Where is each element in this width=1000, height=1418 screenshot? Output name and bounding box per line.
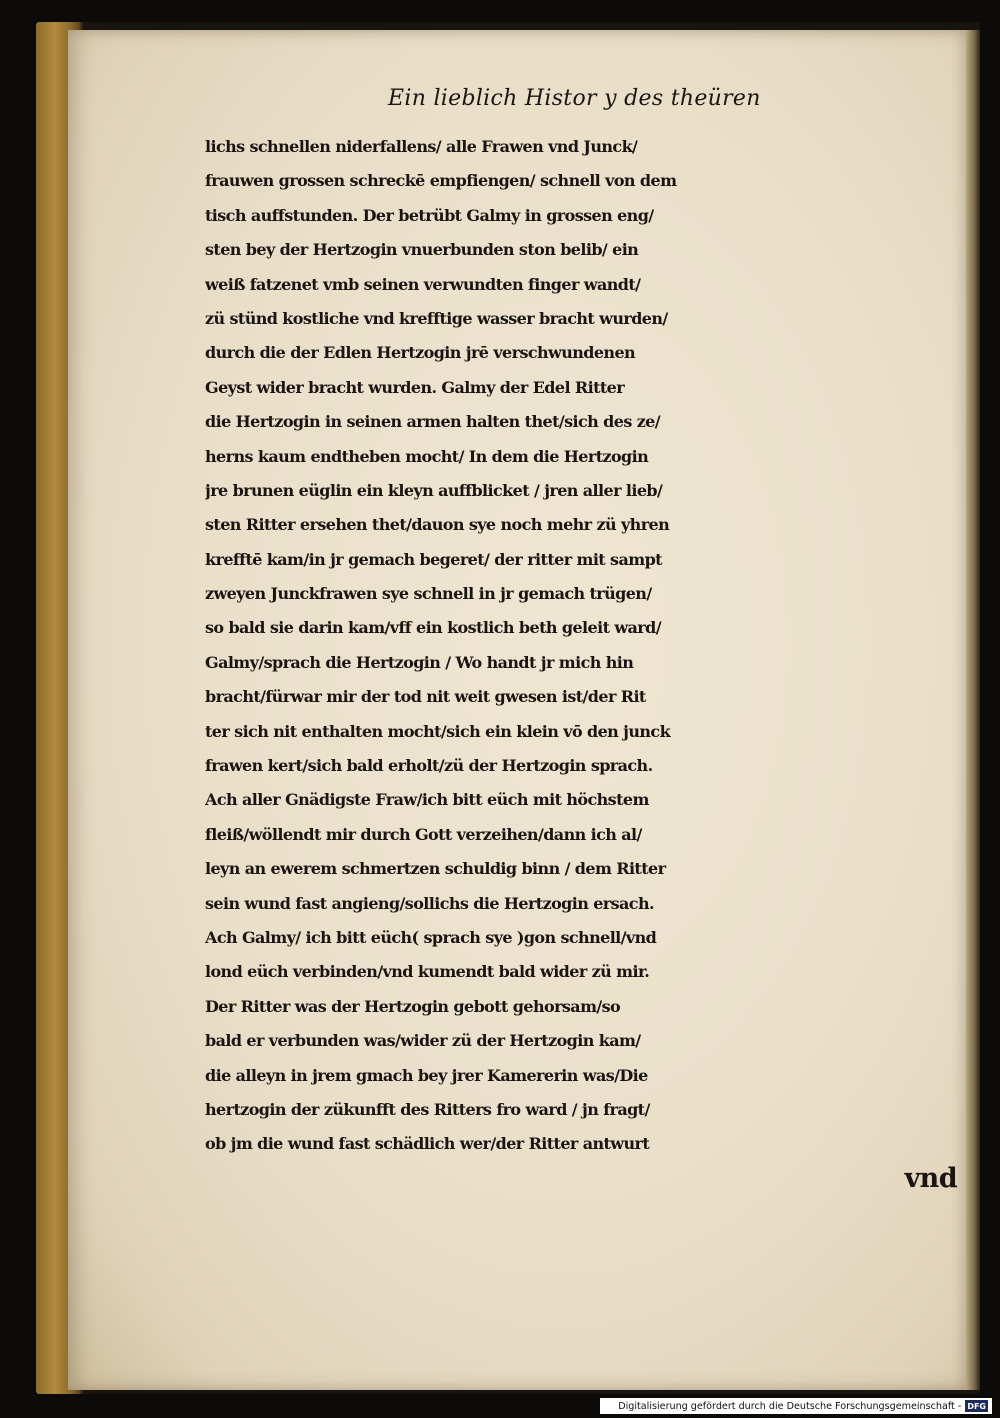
text-line: sten Ritter ersehen thet/dauon sye noch mehr zü yhren <box>205 515 670 535</box>
text-line: die alleyn in jrem gmach bey jrer Kamererin was/Die <box>205 1065 648 1085</box>
text-line: bracht/fürwar mir der tod nit weit gwesen ist/der Rit <box>205 687 646 707</box>
text-line: Geyst wider bracht wurden. Galmy der Edel Ritter <box>205 377 625 397</box>
text-line: Galmy/sprach die Hertzogin / Wo handt jr mich hin <box>205 652 634 672</box>
catchword: vnd <box>904 1162 957 1194</box>
text-line: frawen kert/sich bald erholt/zü der Hertzogin sprach. <box>205 756 653 776</box>
running-head: Ein lieblich Histor y des theüren <box>388 86 761 111</box>
text-line: sein wund fast angieng/sollichs die Hertzogin ersach. <box>205 893 654 913</box>
text-line: fleiß/wöllendt mir durch Gott verzeihen/dann ich al/ <box>205 824 642 844</box>
dfg-logo: DFG <box>967 1401 986 1411</box>
text-line: Ach aller Gnädigste Fraw/ich bitt eüch mit höchstem <box>205 790 649 810</box>
text-line: tisch auffstunden. Der betrübt Galmy in grossen eng/ <box>205 205 654 225</box>
text-line: herns kaum endtheben mocht/ In dem die Hertzogin <box>205 446 649 466</box>
text-line: ob jm die wund fast schädlich wer/der Ritter antwurt <box>205 1134 650 1154</box>
text-line: Der Ritter was der Hertzogin gebott gehorsam/so <box>205 996 621 1016</box>
digitization-footer <box>600 1398 992 1414</box>
footer-credit-text: Digitalisierung gefördert durch die Deutsche Forschungsgemeinschaft - <box>618 1400 962 1412</box>
text-line: hertzogin der zükunfft des Ritters fro ward / jn fragt/ <box>205 1099 650 1119</box>
body-text-block <box>205 130 957 1196</box>
text-line: leyn an ewerem schmertzen schuldig binn / dem Ritter <box>205 859 666 879</box>
text-line: weiß fatzenet vmb seinen verwundten finger wandt/ <box>205 274 641 294</box>
text-line: frauwen grossen schreckē empfiengen/ schnell von dem <box>205 171 677 191</box>
text-line: sten bey der Hertzogin vnuerbunden ston belib/ ein <box>205 240 639 260</box>
text-line: durch die der Edlen Hertzogin jrē verschwundenen <box>205 343 636 363</box>
text-line: ter sich nit enthalten mocht/sich ein klein vō den junck <box>205 721 671 741</box>
text-line: die Hertzogin in seinen armen halten thet/sich des ze/ <box>205 412 661 432</box>
text-line: jre brunen eüglin ein kleyn auffblicket / jren aller lieb/ <box>205 480 663 500</box>
text-line: Ach Galmy/ ich bitt eüch( sprach sye )gon schnell/vnd <box>205 927 657 947</box>
text-line: zweyen Junckfrawen sye schnell in jr gemach trügen/ <box>205 584 652 604</box>
text-line: lichs schnellen niderfallens/ alle Frawen vnd Junck/ <box>205 137 638 156</box>
page-stack-edge <box>966 30 980 1390</box>
text-line: bald er verbunden was/wider zü der Hertzogin kam/ <box>205 1031 641 1051</box>
text-line: so bald sie darin kam/vff ein kostlich beth geleit ward/ <box>205 618 661 638</box>
text-line: lond eüch verbinden/vnd kumendt bald wider zü mir. <box>205 962 650 982</box>
text-line: zü stünd kostliche vnd krefftige wasser bracht wurden/ <box>205 308 668 328</box>
text-line: krefftē kam/in jr gemach begeret/ der ritter mit sampt <box>205 549 662 569</box>
